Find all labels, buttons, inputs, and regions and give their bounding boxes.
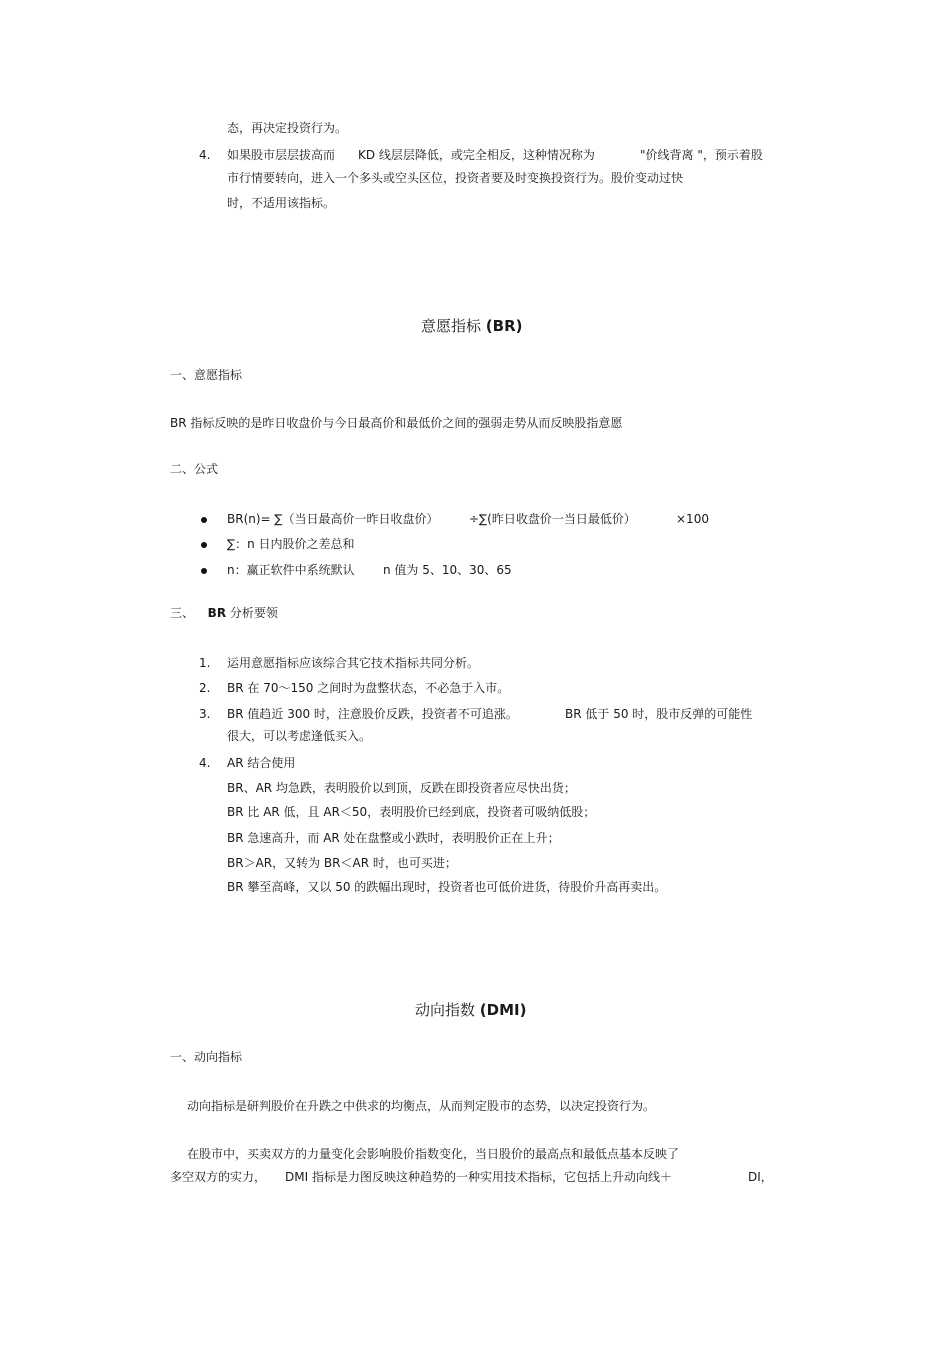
subsection-heading bbox=[170, 605, 278, 621]
subsection-heading: 一、意愿指标 bbox=[170, 368, 243, 382]
paragraph: 在股市中，买卖双方的力量变化会影响股价指数变化，当日股价的最高点和最低点基本反映了 bbox=[187, 1147, 680, 1161]
section-title-br bbox=[421, 316, 523, 336]
formula-part: ×100 bbox=[676, 512, 709, 526]
list-item-text: 很大，可以考虑逢低买入。 bbox=[227, 729, 372, 743]
bullet-icon bbox=[201, 542, 207, 548]
bullet-icon bbox=[201, 568, 207, 574]
list-number: 4. bbox=[199, 148, 211, 162]
list-number: 2. bbox=[199, 681, 211, 695]
subsection-heading: 一、动向指标 bbox=[170, 1050, 243, 1064]
title-code: (BR) bbox=[485, 317, 523, 335]
title-code: (DMI) bbox=[479, 1001, 527, 1019]
list-number: 4. bbox=[199, 756, 211, 770]
section-title-dmi bbox=[415, 1000, 526, 1020]
paragraph: 多空双方的实力， bbox=[170, 1170, 267, 1184]
list-subitem: BR、AR 均急跌，表明股价以到顶，反跌在即投资者应尽快出货； bbox=[227, 781, 576, 795]
list-subitem: BR 急速高升，而 AR 处在盘整或小跌时，表明股价正在上升； bbox=[227, 831, 560, 845]
heading-number: 三、 bbox=[170, 606, 195, 620]
list-item-text: 时，不适用该指标。 bbox=[227, 196, 336, 210]
list-item-text: BR 值趋近 300 时，注意股价反跌，投资者不可追涨。 bbox=[227, 707, 518, 721]
list-number: 3. bbox=[199, 707, 211, 721]
prev-line-1: 态，再决定投资行为。 bbox=[227, 121, 348, 135]
list-subitem: BR 比 AR 低，且 AR＜50，表明股价已经到底，投资者可吸纳低股； bbox=[227, 805, 596, 819]
list-subitem: BR 攀至高峰，又以 50 的跌幅出现时，投资者也可低价进货，待股价升高再卖出。 bbox=[227, 880, 667, 894]
title-text: 动向指数 bbox=[415, 1001, 476, 1019]
list-number: 1. bbox=[199, 656, 211, 670]
formula-part: BR(n)= ∑（当日最高价一昨日收盘价） bbox=[227, 512, 439, 526]
list-item-text: 市行情要转向，进入一个多头或空头区位，投资者要及时变换投资行为。股价变动过快 bbox=[227, 171, 684, 185]
list-item-text: "价线背离 "，预示着股 bbox=[640, 148, 763, 162]
list-item-text: AR 结合使用 bbox=[227, 756, 296, 770]
list-item-text: KD 线层层降低，或完全相反，这种情况称为 bbox=[358, 148, 595, 162]
heading-text: 分析要领 bbox=[229, 606, 278, 620]
heading-code: BR bbox=[207, 606, 227, 620]
list-item-text: 如果股市层层拔高而 bbox=[227, 148, 336, 162]
bullet-text: n：赢正软件中系统默认 bbox=[227, 563, 355, 577]
subsection-heading: 二、公式 bbox=[170, 462, 219, 476]
title-text: 意愿指标 bbox=[421, 317, 482, 335]
list-item-text: BR 低于 50 时，股市反弹的可能性 bbox=[565, 707, 753, 721]
paragraph: 动向指标是研判股价在升跌之中供求的均衡点，从而判定股市的态势，以决定投资行为。 bbox=[187, 1099, 656, 1113]
bullet-icon bbox=[201, 517, 207, 523]
list-item-text: BR 在 70～150 之间时为盘整状态，不必急于入市。 bbox=[227, 681, 510, 695]
bullet-text: ∑：n 日内股价之差总和 bbox=[227, 537, 355, 551]
list-subitem: BR＞AR，又转为 BR＜AR 时，也可买进； bbox=[227, 856, 457, 870]
list-item-text: 运用意愿指标应该综合其它技术指标共同分析。 bbox=[227, 656, 480, 670]
paragraph: DI， bbox=[748, 1170, 773, 1184]
bullet-text: n 值为 5、10、30、65 bbox=[383, 563, 512, 577]
paragraph: BR 指标反映的是昨日收盘价与今日最高价和最低价之间的强弱走势从而反映股指意愿 bbox=[170, 416, 623, 430]
paragraph: DMI 指标是力图反映这种趋势的一种实用技术指标，它包括上升动向线＋ bbox=[285, 1170, 672, 1184]
formula-part: ÷∑(昨日收盘价一当日最低价） bbox=[469, 512, 636, 526]
